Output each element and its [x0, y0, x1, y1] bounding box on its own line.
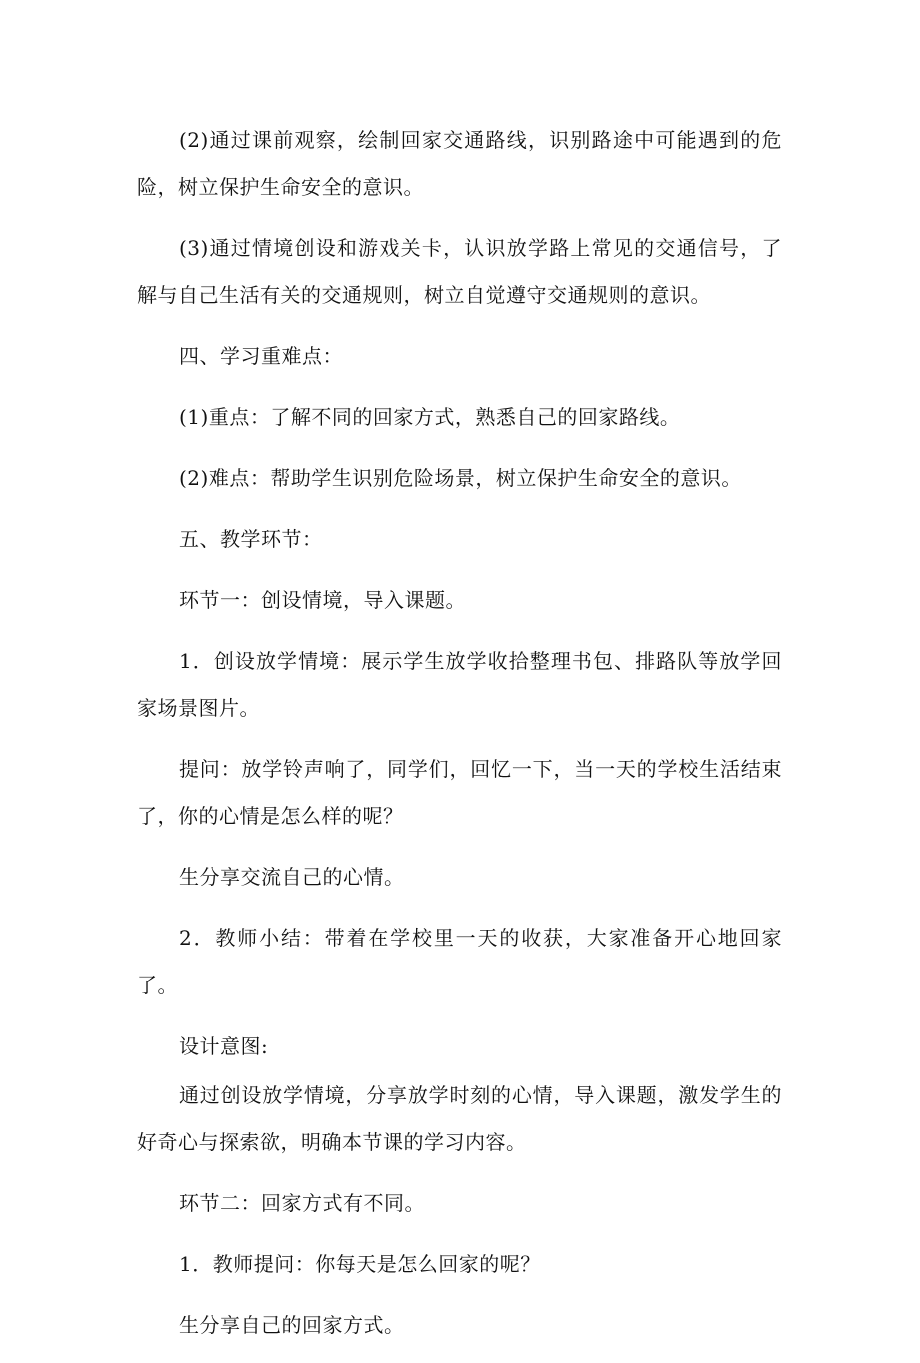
- difficulty-paragraph: (2)难点：帮助学生识别危险场景，树立保护生命安全的意识。: [179, 466, 742, 490]
- objective-2-paragraph: (2)通过课前观察，绘制回家交通路线，识别路途中可能遇到的危险，树立保护生命安全的意识。: [137, 128, 782, 199]
- design-intent-paragraph: 通过创设放学情境，分享放学时刻的心情，导入课题，激发学生的好奇心与探索欲，明确本节课的学习内容。: [137, 1083, 782, 1154]
- section-heading-teaching-steps: 五、教学环节：: [179, 527, 323, 551]
- student-share-paragraph: 生分享交流自己的心情。: [179, 865, 405, 889]
- step-one-item-1: 1．创设放学情境：展示学生放学收拾整理书包、排路队等放学回家场景图片。: [137, 649, 782, 720]
- document-body: [137, 117, 782, 1363]
- student-way-home-paragraph: 生分享自己的回家方式。: [179, 1313, 405, 1337]
- step-two-item-1: 1．教师提问：你每天是怎么回家的呢？: [179, 1252, 541, 1276]
- question-paragraph: 提问：放学铃声响了，同学们，回忆一下，当一天的学校生活结束了，你的心情是怎么样的呢？: [137, 757, 782, 828]
- key-point-paragraph: (1)重点：了解不同的回家方式，熟悉自己的回家路线。: [179, 405, 681, 429]
- design-intent-heading: 设计意图:: [179, 1034, 269, 1058]
- step-one-heading: 环节一：创设情境，导入课题。: [179, 588, 466, 612]
- section-heading-key-points: 四、学习重难点：: [179, 344, 343, 368]
- objective-3-paragraph: (3)通过情境创设和游戏关卡，认识放学路上常见的交通信号，了解与自己生活有关的交通规则，树立自觉遵守交通规则的意识。: [137, 236, 782, 307]
- step-two-heading: 环节二：回家方式有不同。: [179, 1191, 425, 1215]
- step-one-item-2: 2．教师小结：带着在学校里一天的收获，大家准备开心地回家了。: [137, 926, 782, 997]
